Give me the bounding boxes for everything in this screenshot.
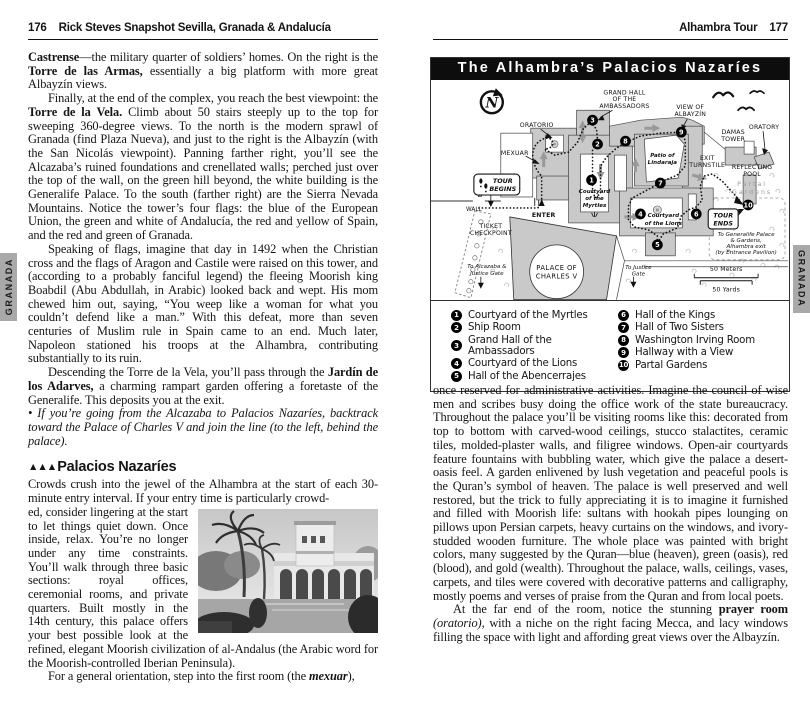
right-running-head <box>433 22 788 40</box>
legend-number: 9 <box>618 347 629 358</box>
svg-text:ENDS: ENDS <box>713 219 733 228</box>
palace-of-charles-v <box>510 217 617 300</box>
paragraph <box>28 92 378 243</box>
svg-text:Myrtles: Myrtles <box>582 202 607 209</box>
svg-text:7: 7 <box>658 179 663 188</box>
svg-text:Lindaraja: Lindaraja <box>647 160 678 167</box>
text-run: At the far end of the room, notice the stunning <box>453 602 719 617</box>
section-heading <box>28 459 378 475</box>
svg-text:Partal: Partal <box>737 181 768 189</box>
svg-text:AMBASSADORS: AMBASSADORS <box>599 103 650 111</box>
svg-text:ORATORIO: ORATORIO <box>519 122 554 130</box>
tour-begins-box <box>474 174 520 195</box>
svg-text:EXIT: EXIT <box>699 155 715 163</box>
legend-number: 1 <box>451 310 462 321</box>
map-legend <box>431 300 789 391</box>
bold-run: Jardín de los Adarves, <box>28 365 378 393</box>
svg-text:VIEW OF: VIEW OF <box>676 104 705 112</box>
text-run: essentially a big platform with more great Albayzín views. <box>28 63 379 92</box>
right-body-text <box>433 384 788 644</box>
legend-number: 3 <box>451 340 462 351</box>
tip-note: • If you’re going from the Alcazaba to Palacios Nazaríes, backtrack toward the Palace of Charles V and join the line (to the left, behind the palace). <box>28 406 378 448</box>
svg-text:of the: of the <box>585 195 604 202</box>
legend-item <box>618 360 785 371</box>
text-run: Descending the Torre de la Vela, you’ll pass through the <box>48 365 328 380</box>
legend-label: Washington Irving Room <box>635 334 755 346</box>
paragraph <box>28 670 378 684</box>
paragraph <box>28 366 378 407</box>
legend-column-left <box>451 308 618 383</box>
bold-run: Torre de las Armas, <box>28 63 143 78</box>
svg-text:& Gardens,: & Gardens, <box>730 237 762 244</box>
photo-illustration <box>198 509 378 633</box>
svg-text:TICKET: TICKET <box>479 222 503 230</box>
legend-number: 6 <box>618 310 629 321</box>
svg-text:OF THE: OF THE <box>612 96 637 104</box>
legend-label: Hall of Two Sisters <box>635 322 724 333</box>
svg-text:Justice Gate: Justice Gate <box>470 270 504 277</box>
text-run: ), <box>347 669 355 684</box>
svg-text:REFLECTING: REFLECTING <box>731 164 773 172</box>
partal-palace-photo <box>198 509 378 633</box>
legend-label: Ship Room <box>468 322 521 333</box>
svg-text:Courtyard: Courtyard <box>578 188 611 195</box>
legend-item <box>618 322 785 333</box>
legend-label: Grand Hall of the Ambassadors <box>468 334 552 357</box>
svg-text:TOUR: TOUR <box>713 211 734 220</box>
svg-text:TOUR: TOUR <box>492 177 513 186</box>
svg-text:(by Entrance Pavilion): (by Entrance Pavilion) <box>715 249 777 256</box>
text-run: a charming rampart garden offering a foretaste of the Generalife. This deposits you at the exit. <box>28 378 378 407</box>
legend-label: Hall of the Abencerrajes <box>468 370 586 382</box>
legend-item <box>618 347 785 358</box>
right-granada-tab <box>793 245 810 313</box>
left-running-head <box>28 22 378 40</box>
legend-item <box>451 358 618 369</box>
paragraph <box>28 51 378 92</box>
svg-text:3: 3 <box>590 116 595 125</box>
legend-label: Hall of the Kings <box>635 309 716 321</box>
svg-text:MEXUAR: MEXUAR <box>500 150 529 158</box>
svg-text:Gate: Gate <box>631 271 646 278</box>
italic-run: (oratorio), <box>433 615 485 630</box>
tour-ends-box <box>708 209 738 229</box>
legend-item <box>451 322 618 333</box>
svg-text:Courtyard: Courtyard <box>647 212 680 219</box>
legend-item <box>451 310 618 321</box>
text-run: For a general orientation, step into the first room (the <box>48 669 309 684</box>
svg-text:GRAND HALL: GRAND HALL <box>603 89 646 97</box>
chapter-title: Alhambra Tour <box>679 22 758 34</box>
svg-text:10: 10 <box>743 201 753 210</box>
text-run: with a niche on the right facing Mecca, and lacy windows filling the space with light and affording great views over the Albayzín. <box>433 615 788 644</box>
legend-item <box>618 310 785 321</box>
paragraph: Crowds crush into the jewel of the Alhambra at the start of each 30-minute entry interval. If your entry time is particularly crowd- <box>28 477 378 506</box>
legend-number: 4 <box>451 358 462 369</box>
svg-text:TOWER: TOWER <box>721 136 746 144</box>
paragraph: Speaking of flags, imagine that day in 1492 when the Christian cross and the flags of Aragon and Castile were raised on this tower, and (according to a probably fanciful legend) the fleeing Moorish king Boabdil (Abu Abdullah, in Arabic) looked back and wept. His mom chewed him out, saying, “You weep like a woman for what you couldn’t defend like a man.” With this defeat, more than seven centuries of Muslim rule in Spain came to an end. Much later, Napoleon stationed his troops at the Alhambra, contributing substantially to its ruin. <box>28 241 378 366</box>
legend-number: 8 <box>618 335 629 346</box>
legend-item <box>451 335 618 357</box>
legend-item <box>618 335 785 346</box>
svg-text:CHARLES V: CHARLES V <box>535 272 578 281</box>
map-title: The Alhambra’s Palacios Nazaríes <box>431 58 789 80</box>
svg-text:50 Meters: 50 Meters <box>709 265 743 273</box>
legend-number: 5 <box>451 371 462 382</box>
paragraph <box>433 603 788 644</box>
svg-text:1: 1 <box>589 176 594 185</box>
fortress-wall <box>431 198 539 206</box>
text-run: Finally, at the end of the complex, you reach the best viewpoint: the <box>48 91 378 106</box>
svg-text:POOL: POOL <box>743 171 761 179</box>
legend-number: 2 <box>451 322 462 333</box>
svg-text:To Alcazaba &: To Alcazaba & <box>467 263 507 270</box>
legend-column-right <box>618 308 785 383</box>
svg-text:PALACE OF: PALACE OF <box>536 263 577 272</box>
left-page <box>28 22 378 684</box>
legend-number: 10 <box>618 361 629 369</box>
svg-text:BEGINS: BEGINS <box>489 184 517 193</box>
paragraph: once reserved for administrative activities. Imagine the council of wise men and scribes busy doing the office work of the state bureaucracy. Throughout the palace you’ll be visiting rooms like this: decorated from top to bottom with carved-wood ceilings, stucco stalactites, ceramic tiles, molded-plaster walls, and filigree windows. Open-air courtyards feature fountains with bubbling water, which give the palace a desert-oasis feel. A garden enlivened by lush vegetation and peaceful pools is the Quran’s symbol of heaven. The palace is well preserved and well restored, but the trick to fully appreciating it is to imagine it furnished and filled with Moorish life: sultans with hookah pipes lounging on pillows upon Persian carpets, heavy curtains on the windows, and ivory-studded wooden furniture. The whole place was painted with bright colors, many suggested by the Quran—blue (heaven), green (oasis), red (blood), and gold (wealth). Throughout the palace, walls, ceilings, vases, carpets, and tiles were covered with decorative patterns and calligraphy, mostly poems and verses of praise from the Quran and from local poets. <box>433 383 788 603</box>
palacios-nazaries-map <box>431 80 788 300</box>
bold-italic-run: mexuar <box>308 669 348 684</box>
text-run: —the military quarter of soldiers’ homes. On the right is the <box>79 50 378 64</box>
rating-triangles: ▲▲▲ <box>28 460 57 473</box>
right-page-number: 177 <box>769 22 788 34</box>
left-book-title: Rick Steves Snapshot Sevilla, Granada & Andalucía <box>58 22 331 34</box>
compass-north-icon <box>481 88 503 113</box>
svg-text:N: N <box>485 95 499 112</box>
bold-run: prayer room <box>718 602 788 617</box>
svg-text:8: 8 <box>623 137 628 146</box>
text-run: Climb about 50 stairs steeply up to the top for sweeping 360-degree views. To the north is the modern sprawl of Granada (find Plaza Nueva), and just to the right is the Albayzín (with the San Nicolás viewpoint). Panning farther right, you’ll see the Alcazaba’s ruined foundations and crenellated walls; perched just over the top of the wall, on the green hill beyond, the white building is the Generalife Palace. To the south (farther right) are the Sierra Nevada Mountains. Notice the tower’s four flags: the blue of the European Union, the green and white of Andalucía, the red and yellow of Spain, and the red and green of Granada. <box>28 104 379 243</box>
paragraph: ed, consider lingering at the start to let things quiet down. Once inside, relax. You’re no longer under any time constraints. You’ll walk through three basic sections: royal offices, ceremonial rooms, and private quarters. Built mostly in the 14th century, this palace offers your best possible look at the refined, elegant Moorish civilization of al-Andalus (the Arabic word for the Moorish-controlled Iberian Peninsula). <box>28 504 378 670</box>
svg-text:6: 6 <box>693 210 699 219</box>
svg-text:CHECKPOINT: CHECKPOINT <box>469 229 512 237</box>
left-body-text <box>28 51 378 684</box>
legend-label: Courtyard of the Myrtles <box>468 309 588 321</box>
legend-number: 7 <box>618 322 629 333</box>
bold-run: Torre de la Vela. <box>28 104 123 119</box>
svg-text:ORATORY: ORATORY <box>748 124 780 132</box>
svg-text:4: 4 <box>638 210 643 219</box>
svg-text:To Generalife Palace: To Generalife Palace <box>717 231 775 238</box>
tab-label: GRANADA <box>3 258 14 316</box>
alhambra-map-figure <box>430 57 790 392</box>
left-page-number: 176 <box>28 22 47 34</box>
scale-bar <box>694 266 758 294</box>
legend-label: Partal Gardens <box>635 359 708 371</box>
svg-text:To Justice: To Justice <box>625 264 652 271</box>
svg-text:Gardens: Gardens <box>731 188 773 196</box>
legend-label: Courtyard of the Lions <box>468 358 578 369</box>
svg-text:5: 5 <box>655 241 660 250</box>
bold-run: Castrense <box>28 50 80 64</box>
svg-text:2: 2 <box>595 140 600 149</box>
svg-text:DAMAS: DAMAS <box>721 129 745 137</box>
svg-text:WALL: WALL <box>465 206 482 213</box>
svg-text:9: 9 <box>679 128 684 137</box>
section-heading-text: Palacios Nazaríes <box>57 459 177 476</box>
legend-item <box>451 371 618 382</box>
svg-text:50 Yards: 50 Yards <box>712 286 741 294</box>
tab-label: GRANADA <box>796 250 807 308</box>
svg-text:ALBAYZÍN: ALBAYZÍN <box>674 111 707 119</box>
right-page-header <box>433 22 788 51</box>
bird-icons <box>713 91 764 110</box>
svg-text:of the Lions: of the Lions <box>644 220 682 227</box>
svg-text:Patio of: Patio of <box>650 153 675 160</box>
left-granada-tab <box>0 253 17 321</box>
svg-text:TURNSTILE: TURNSTILE <box>689 162 726 170</box>
svg-text:ENTER: ENTER <box>531 211 556 219</box>
legend-label: Hallway with a View <box>635 347 734 358</box>
svg-text:Alhambra exit: Alhambra exit <box>726 243 766 250</box>
